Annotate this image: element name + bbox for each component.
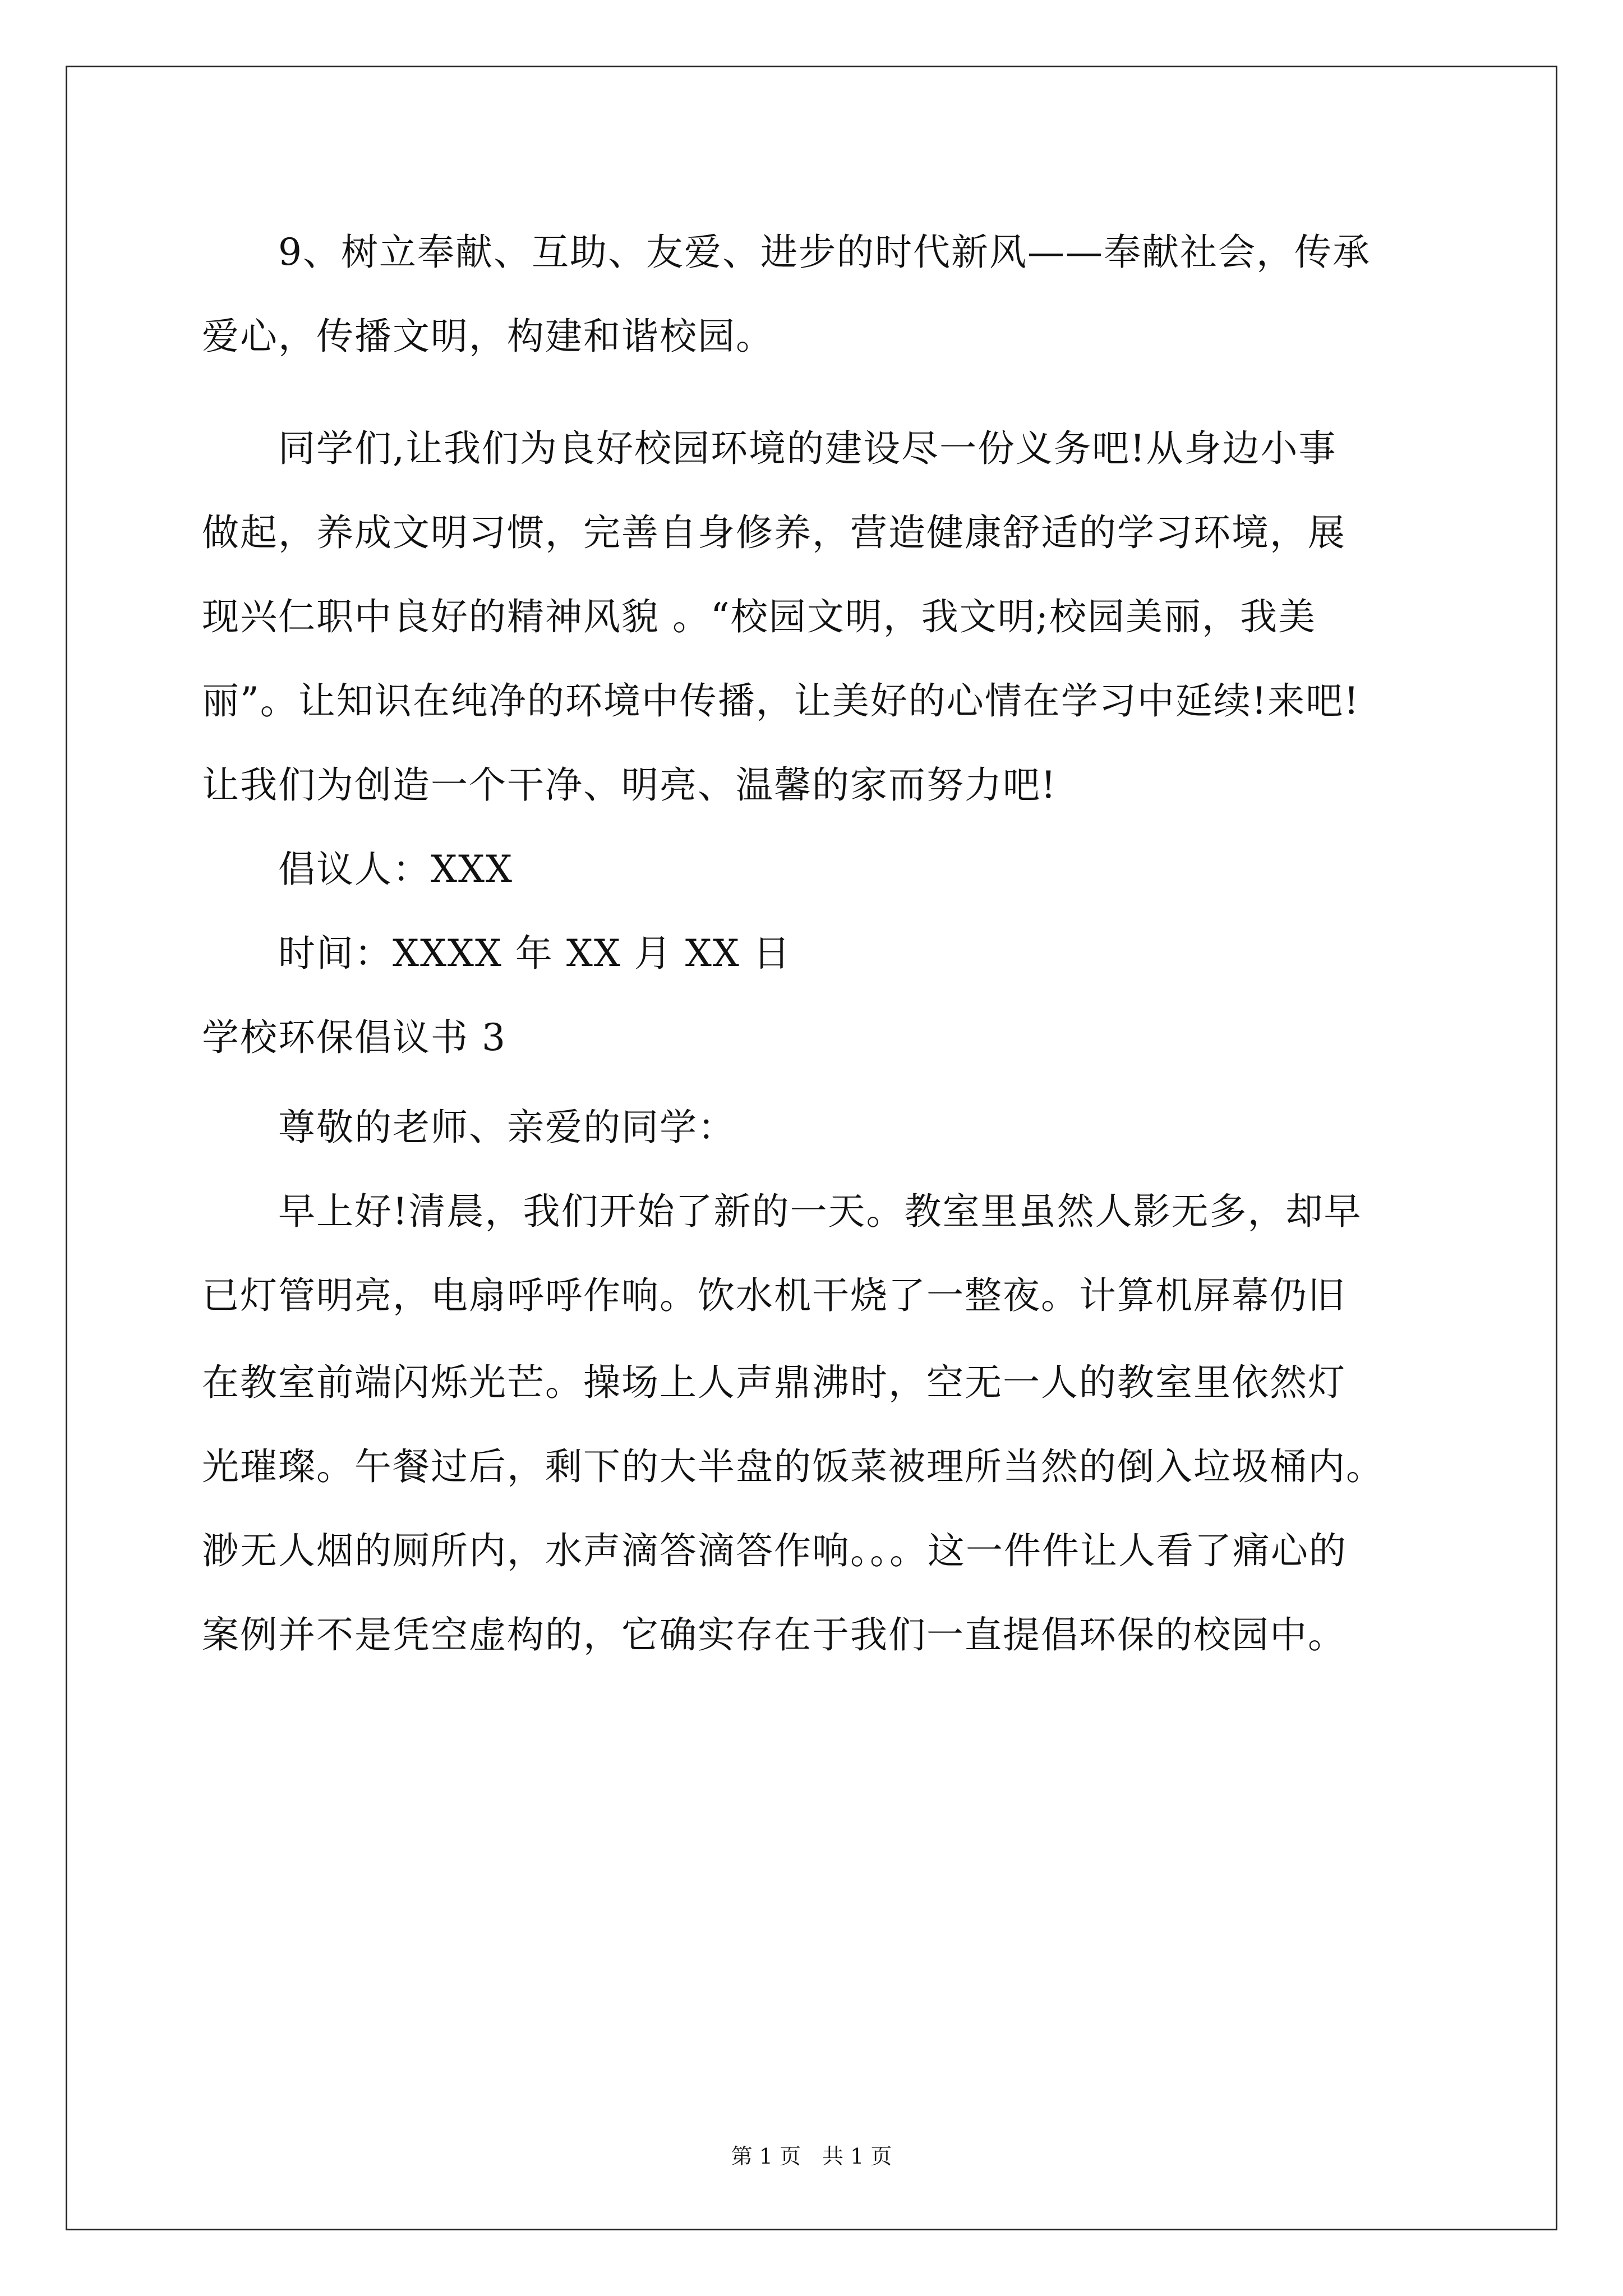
page-footer: 第 1 页 共 1 页: [731, 2144, 892, 2169]
paragraph-line: 已灯管明亮，电扇呼呼作响。饮水机干烧了一整夜。计算机屏幕仍旧: [202, 1274, 1346, 1317]
paragraph-line: 现兴仁职中良好的精神风貌 。“校园文明，我文明;校园美丽，我美: [202, 595, 1316, 638]
paragraph-line: 做起，养成文明习惯，完善自身修养，营造健康舒适的学习环境，展: [202, 511, 1346, 554]
paragraph-line: 早上好!清晨，我们开始了新的一天。教室里虽然人影无多，却早: [202, 1190, 1362, 1233]
paragraph-line: 爱心，传播文明，构建和谐校园。: [202, 315, 774, 358]
paragraph-line: 让我们为创造一个干净、明亮、温馨的家而努力吧!: [202, 763, 1057, 807]
paragraph-line: 在教室前端闪烁光芒。操场上人声鼎沸时，空无一人的教室里依然灯: [202, 1361, 1346, 1404]
date-line: 时间：XXXX 年 XX 月 XX 日: [202, 932, 791, 975]
section-title: 学校环保倡议书 3: [202, 1016, 506, 1059]
paragraph-line: 丽”。让知识在纯净的环境中传播，让美好的心情在学习中延续!来吧!: [202, 679, 1360, 723]
paragraph-line: 9、树立奉献、互助、友爱、进步的时代新风——奉献社会，传承: [202, 231, 1371, 274]
salutation: 尊敬的老师、亲爱的同学：: [202, 1106, 736, 1149]
paragraph-line: 案例并不是凭空虚构的，它确实存在于我们一直提倡环保的校园中。: [202, 1613, 1346, 1657]
paragraph-line: 同学们,让我们为良好校园环境的建设尽一份义务吧!从身边小事: [202, 427, 1337, 470]
paragraph-line: 渺无人烟的厕所内，水声滴答滴答作响。。。这一件件让人看了痛心的: [202, 1529, 1347, 1572]
paragraph-line: 光璀璨。午餐过后，剩下的大半盘的饭菜被理所当然的倒入垃圾桶内。: [202, 1445, 1384, 1488]
signature-line: 倡议人：XXX: [202, 848, 513, 891]
